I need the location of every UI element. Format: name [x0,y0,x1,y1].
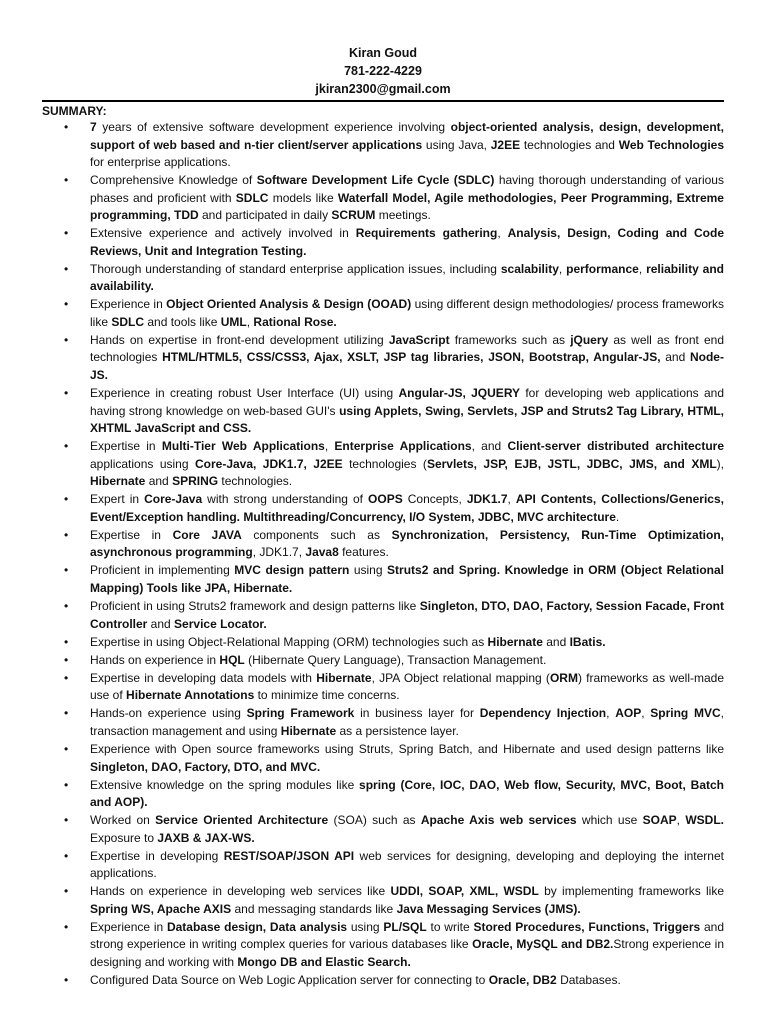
summary-item-bold-text: Stored Procedures, Functions, Triggers [473,919,701,934]
summary-item-text: technologies ( [342,456,427,471]
summary-item-text: , JDK1.7, [252,545,306,560]
summary-item-text: , [246,314,254,329]
summary-item-text: . [615,509,620,524]
summary-item-text: using Java, [422,137,491,152]
summary-item-text: Worked on [90,813,156,828]
bullet-icon: • [64,742,69,756]
bullet-icon: • [64,813,69,828]
summary-item-text: (Hibernate Query Language), Transaction Management. [244,652,547,667]
summary-item-text: Databases. [556,973,621,988]
summary-item-text: Expertise in [90,439,162,454]
summary-item-bold-text: Database design, Data analysis [166,919,348,934]
bullet-icon: • [64,261,69,276]
bullet-icon: • [64,884,69,899]
summary-item-bold-text: Singleton, DAO, Factory, DTO, and MVC. [90,759,321,774]
bullet-icon: • [64,706,69,721]
summary-item-bold-text: Spring MVC [650,706,721,721]
summary-item-bold-text: AOP [615,706,642,721]
summary-item-text: for developing web applications and having strong knowledge on web-based GUI's [90,386,724,418]
summary-item-bold-text: Singleton, DTO, DAO, Factory, Session Facade, Front Controller [90,599,724,631]
summary-item-bold-text: Service Locator. [174,616,267,631]
summary-item-bold-text: PL/SQL [383,919,427,934]
summary-item-text: web services for designing, developing and deploying the internet applications. [90,848,724,881]
summary-item [42,883,724,918]
summary-item-text: ), [716,456,724,471]
summary-item-text: and [145,474,173,489]
summary-item-text: Expertise in using Object-Relational Mapping (ORM) technologies such as [90,634,488,649]
summary-item-text: Experience in creating robust User Interface (UI) using [90,386,399,401]
summary-item-text: meetings. [375,208,431,223]
summary-item-bold-text: Hibernate [487,634,543,649]
summary-item-text: using [347,919,384,934]
summary-item-text: and [542,634,570,649]
summary-item-bold-text: Spring WS, Apache AXIS [90,901,232,916]
summary-item-bold-text: SPRING [172,474,219,489]
summary-item-text: features. [338,545,389,560]
summary-item-bold-text: UML [220,314,247,329]
summary-item [42,385,724,438]
summary-item-bold-text: performance [566,261,639,276]
summary-item-text: , [497,226,508,241]
bullet-icon: • [64,563,69,578]
summary-item-text: Proficient in implementing [90,563,235,578]
summary-item-bold-text: SCRUM [331,208,376,223]
summary-item-bold-text: Web Technologies [618,137,725,152]
summary-item-text: , and [471,439,508,454]
summary-item [42,741,724,776]
bullet-icon: • [64,492,69,507]
summary-item-bold-text: Core JAVA [172,527,242,542]
summary-item-bold-text: HQL [219,652,245,667]
summary-item-bold-text: IBatis. [569,634,606,649]
summary-item [42,261,724,296]
bullet-icon: • [64,652,69,667]
bullet-icon: • [64,120,69,134]
summary-item-text: Extensive knowledge on the spring modules like [90,777,360,792]
summary-item-bold-text: SDLC [111,314,145,329]
summary-item-text: Hands-on experience using [90,706,247,721]
summary-item-bold-text: Java Messaging Services (JMS). [396,901,581,916]
summary-item-bold-text: Java8 [305,545,339,560]
summary-item-text: in business layer for [354,706,480,721]
summary-item-text: Comprehensive Knowledge of [90,173,257,188]
summary-item-text: Thorough understanding of standard enterprise application issues, including [90,261,501,276]
summary-item-text: Concepts, [402,492,467,507]
summary-item-bold-text: 7 [90,120,97,134]
summary-item [42,972,724,990]
summary-item [42,438,724,491]
bullet-icon: • [64,226,69,241]
summary-item-text: ) frameworks as well-made use of [90,670,725,703]
candidate-name: Kiran Goud [348,46,418,60]
summary-item-bold-text: Service Oriented Architecture [155,813,329,828]
summary-item-text: , [558,261,567,276]
summary-item-bold-text: spring (Core, IOC, DAO, Web flow, Security, MVC, Boot, Batch and AOP). [90,777,724,810]
summary-item-text: and [147,616,175,631]
summary-item-bold-text: Oracle, DB2 [488,973,557,988]
summary-item-text: Expertise in developing data models with [90,670,317,685]
summary-item-bold-text: Rational Rose. [253,314,337,329]
summary-item [42,777,724,812]
summary-item-bold-text: Core-Java [144,492,203,507]
summary-item-bold-text: Synchronization, Persistency, Run-Time Optimization, asynchronous programming [90,527,725,560]
summary-item-text: to write [426,919,474,934]
summary-item-text: Hands on expertise in front-end development utilizing [90,332,389,347]
summary-item-text: having thorough understanding of various phases and proficient with [90,173,724,205]
summary-item-bold-text: Hibernate [316,670,372,685]
resume-header [42,44,724,98]
summary-item-bold-text: Software Development Life Cycle (SDLC) [256,173,495,188]
summary-item-text: components such as [241,527,392,542]
summary-item [42,491,724,526]
summary-item-bold-text: jQuery [570,332,609,347]
summary-item-bold-text: Analysis, Design, Coding and Code Reviews, Unit and Integration Testing. [90,226,724,258]
summary-item-text: , [606,706,616,721]
candidate-phone: 781-222-4229 [344,64,422,78]
summary-item-bold-text: Spring Framework [246,706,355,721]
summary-item-bold-text: Servlets, JSP, EJB, JSTL, JDBC, JMS, and XML [426,456,717,471]
summary-item [42,527,724,562]
summary-item-text: , [638,261,647,276]
bullet-icon: • [64,173,69,188]
bullet-icon: • [64,332,69,347]
summary-item-text: applications using [90,456,195,471]
summary-item-bold-text: WSDL. [685,813,724,828]
summary-item-text: technologies and [520,137,619,152]
summary-item [42,296,724,331]
summary-item-bold-text: Hibernate Annotations [126,688,255,703]
summary-item-text: (SOA) such as [328,813,421,828]
bullet-icon: • [64,527,69,542]
bullet-icon: • [64,297,69,312]
summary-item [42,598,724,633]
summary-item-text: using different design methodologies/ process frameworks like [90,297,724,329]
summary-item-bold-text: REST/SOAP/JSON API [223,848,355,863]
summary-item-bold-text: Node-JS. [90,350,724,382]
summary-item-text: as well as front end technologies [90,332,724,365]
bullet-icon: • [64,670,69,685]
summary-item-bold-text: Core-Java, JDK1.7, J2EE [194,456,343,471]
summary-item-bold-text: SOAP [642,813,677,828]
summary-item-text: Exposure to [90,830,158,845]
summary-item-text: years of extensive software development experience involving [96,120,451,134]
summary-item-text: Configured Data Source on Web Logic Application server for connecting to [90,973,489,988]
summary-item-bold-text: API Contents, Collections/Generics, Event/Exception handling. Multithreading/Concurrency, I/O System, JDBC, MVC architecture [90,492,724,524]
summary-item-bold-text: Hibernate [280,723,337,738]
summary-item-text: Extensive experience and actively involved in [90,226,356,241]
summary-item-text: Experience in [90,919,167,934]
summary-item [42,919,724,972]
summary-item-text: for enterprise applications. [90,155,231,169]
header-divider [42,100,724,102]
summary-item [42,848,724,883]
summary-item-bold-text: HTML/HTML5, CSS/CSS3, Ajax, XSLT, JSP tag libraries, JSON, Bootstrap, Angular-JS, [162,350,661,365]
summary-item-bold-text: scalability [500,261,559,276]
summary-item-text: models like [268,190,338,205]
summary-item [42,225,724,260]
summary-item-bold-text: Requirements gathering [355,226,498,241]
summary-item [42,705,724,740]
summary-item-text: , transaction management and using [90,706,724,738]
summary-item-text: Strong experience in designing and working with [90,937,724,969]
summary-item-text: which use [576,813,643,828]
summary-item-bold-text: JAXB & JAX-WS. [157,830,255,845]
summary-item-bold-text: object-oriented analysis, design, development, support of web based and n-tier client/server applications [90,120,724,152]
summary-item-bold-text: Multi-Tier Web Applications [161,439,325,454]
summary-item-bold-text: JDK1.7 [466,492,508,507]
summary-item-text: and strong experience in writing complex queries for various databases like [90,919,725,952]
summary-item-bold-text: Enterprise Applications [334,439,472,454]
summary-item [42,562,724,597]
summary-item-bold-text: using Applets, Swing, Servlets, JSP and Struts2 Tag Library, HTML, XHTML JavaScript and CSS. [90,403,724,436]
summary-item-text: using [349,563,388,578]
summary-item-bold-text: ORM [549,670,578,685]
summary-item-bold-text: UDDI, SOAP, XML, WSDL [390,884,539,899]
bullet-icon: • [64,848,69,863]
summary-heading: SUMMARY: [42,104,107,118]
summary-item [42,119,724,172]
summary-item-text: , JPA Object relational mapping ( [371,670,550,685]
summary-item-bold-text: Waterfall Model, Agile methodologies, Peer Programming, Extreme programming, TDD [90,190,724,223]
summary-item-text: and messaging standards like [231,901,397,916]
summary-item-text: frameworks such as [449,332,571,347]
summary-item [42,332,724,385]
summary-item-bold-text: Object Oriented Analysis & Design (OOAD) [166,297,412,312]
summary-item-bold-text: reliability and availability. [90,261,725,294]
summary-item-text: Proficient in using Struts2 framework and design patterns like [90,599,420,614]
summary-item-text: and participated in daily [198,208,332,223]
summary-item-text: , [676,813,686,828]
candidate-email: jkiran2300@gmail.com [315,82,451,96]
bullet-icon: • [64,386,69,401]
summary-item-text: , [641,706,651,721]
bullet-icon: • [64,919,69,934]
summary-item [42,634,724,652]
bullet-icon: • [64,973,69,988]
summary-item-text: and tools like [144,314,221,329]
summary-item-bold-text: Apache Axis web services [420,813,577,828]
summary-item-bold-text: Mongo DB and Elastic Search. [237,954,411,969]
summary-item-text: Expertise in [90,527,173,542]
summary-item-text: to minimize time concerns. [254,688,400,703]
summary-item-text: Expertise in developing [90,848,224,863]
bullet-icon: • [64,634,69,649]
summary-item-text: as a persistence layer. [336,723,459,738]
summary-item-text: Hands on experience in developing web services like [90,884,391,899]
summary-item-bold-text: Client-server distributed architecture [507,439,725,454]
summary-item-bold-text: Dependency Injection [479,706,607,721]
summary-item-bold-text: Oracle, MySQL and DB2. [472,937,614,952]
summary-item-text: Hands on experience in [90,652,220,667]
summary-item-text: Expert in [90,492,145,507]
summary-item-text: and [660,350,690,365]
summary-item [42,812,724,847]
summary-item-text: Experience with Open source frameworks using Struts, Spring Batch, and Hibernate and used design patterns like [90,742,724,756]
summary-item-bold-text: Struts2 and Spring. Knowledge in ORM (Object Relational Mapping) Tools like JPA, Hibernate. [90,563,724,595]
summary-item-text: , [324,439,335,454]
summary-item-text: Experience in [90,297,167,312]
summary-item [42,670,724,705]
summary-item-text: by implementing frameworks like [538,884,724,899]
summary-item-text: technologies. [218,474,293,489]
bullet-icon: • [64,599,69,614]
summary-item-bold-text: SDLC [235,190,269,205]
summary-item-bold-text: JavaScript [388,332,450,347]
summary-item [42,652,724,670]
bullet-icon: • [64,777,69,792]
summary-item-text: with strong understanding of [202,492,369,507]
summary-item-bold-text: OOPS [368,492,403,507]
summary-item-bold-text: Angular-JS, JQUERY [398,386,521,401]
summary-item-bold-text: MVC design pattern [234,563,350,578]
summary-list [42,119,724,990]
summary-item-bold-text: J2EE [490,137,521,152]
summary-item [42,172,724,225]
summary-item-text: , [507,492,516,507]
summary-item-bold-text: Hibernate [90,474,146,489]
bullet-icon: • [64,439,69,454]
